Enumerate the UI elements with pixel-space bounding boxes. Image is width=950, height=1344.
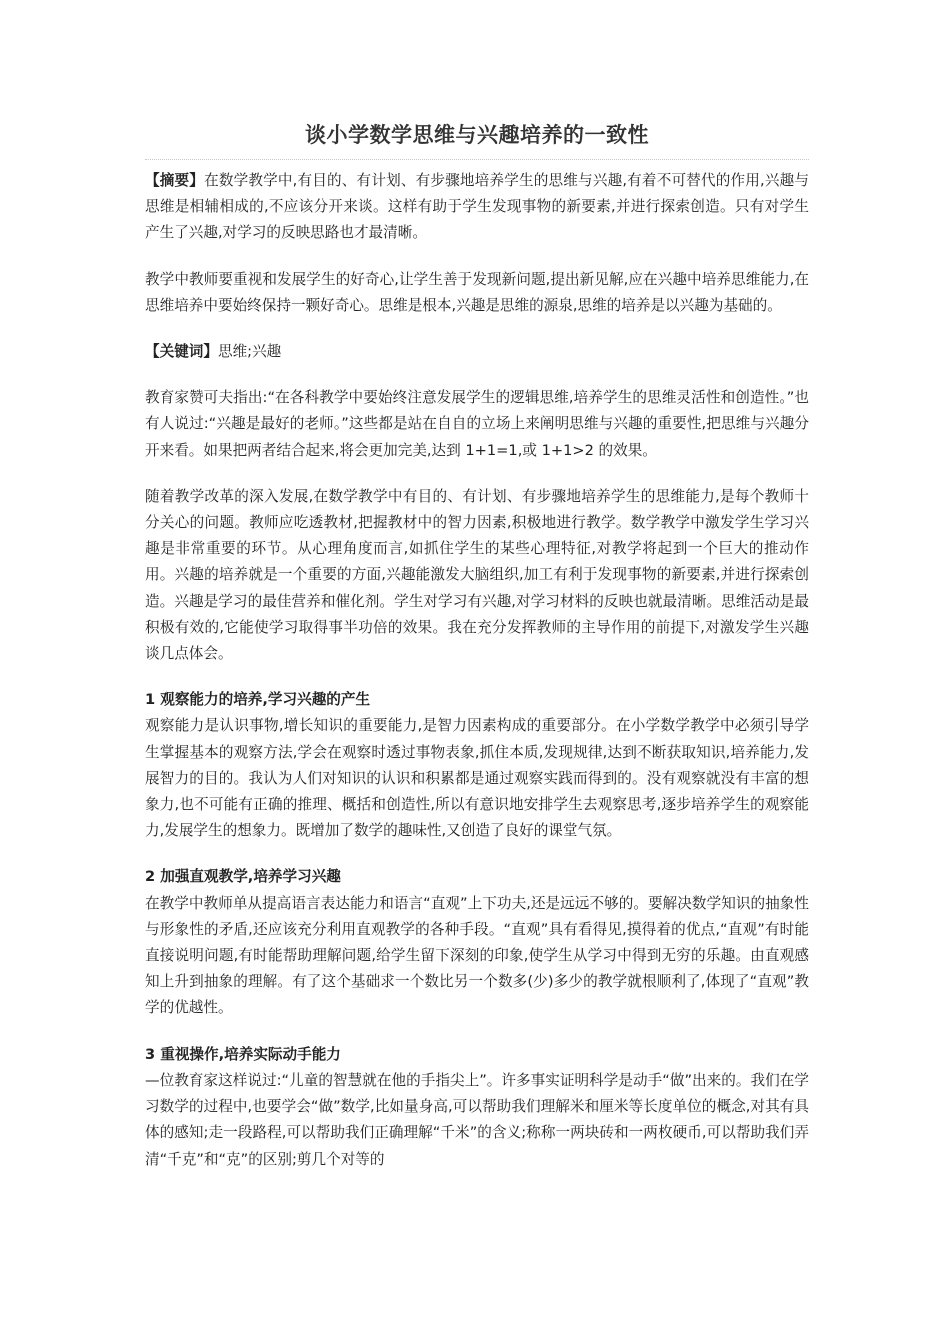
section-3 <box>145 1042 809 1173</box>
intro-paragraph: 教学中教师要重视和发展学生的好奇心,让学生善于发现新问题,提出新见解,应在兴趣中培养思维能力,在思维培养中要始终保持一颗好奇心。思维是根本,兴趣是思维的源泉,思维的培养是以兴趣为基础的。 <box>145 270 809 314</box>
section-body: 在教学中教师单从提高语言表达能力和语言“直观”上下功夫,还是远远不够的。要解决数学知识的抽象性与形象性的矛盾,还应该充分利用直观教学的各种手段。“直观”具有看得见,摸得着的优点,“直观”有时能直接说明问题,有时能帮助理解问题,给学生留下深刻的印象,使学生从学习中得到无穷的乐趣。由直观感知上升到抽象的理解。有了这个基础求一个数比另一个数多(少)多少的教学就根顺利了,体现了“直观”教学的优越性。 <box>145 894 809 1017</box>
section-heading: 1 观察能力的培养,学习兴趣的产生 <box>145 691 371 709</box>
document-page <box>145 118 809 1173</box>
abstract-label: 【摘要】 <box>145 172 205 189</box>
section-body: 观察能力是认识事物,增长知识的重要能力,是智力因素构成的重要部分。在小学数学教学中必须引导学生掌握基本的观察方法,学会在观察时透过事物表象,抓住本质,发现规律,达到不断获取知识,培养能力,发展智力的目的。我认为人们对知识的认识和积累都是通过观察实践而得到的。没有观察就没有丰富的想象力,也不可能有正确的推理、概括和创造性,所以有意识地安排学生去观察思考,逐步培养学生的观察能力,发展学生的想象力。既增加了数学的趣味性,又创造了良好的课堂气氛。 <box>145 717 809 840</box>
section-1 <box>145 687 809 844</box>
abstract-paragraph <box>145 168 809 247</box>
title-divider <box>145 159 809 160</box>
quote-paragraph: 教育家赞可夫指出:“在各科教学中要始终注意发展学生的逻辑思维,培养学生的思维灵活性和创造性。”也有人说过:“兴趣是最好的老师。”这些都是站在自自的立场上来阐明思维与兴趣的重要性,把思维与兴趣分开来看。如果把两者结合起来,将会更加完美,达到 1+1=1,或 1+1>2 的效果。 <box>145 389 809 459</box>
section-2 <box>145 864 809 1021</box>
reform-paragraph: 随着教学改革的深入发展,在数学教学中有目的、有计划、有步骤地培养学生的思维能力,是每个教师十分关心的问题。教师应吃透教材,把握教材中的智力因素,积极地进行教学。数学教学中激发学生学习兴趣是非常重要的环节。从心理角度而言,如抓住学生的某些心理特征,对教学将起到一个巨大的推动作用。兴趣的培养就是一个重要的方面,兴趣能激发大脑组织,加工有利于发现事物的新要素,并进行探索创造。兴趣是学习的最佳营养和催化剂。学生对学习有兴趣,对学习材料的反映也就最清晰。思维活动是最积极有效的,它能使学习取得事半功倍的效果。我在充分发挥教师的主导作用的前提下,对激发学生兴趣谈几点体会。 <box>145 487 809 663</box>
abstract-text: 在数学教学中,有目的、有计划、有步骤地培养学生的思维与兴趣,有着不可替代的作用,兴趣与思维是相辅相成的,不应该分开来谈。这样有助于学生发现事物的新要素,并进行探索创造。只有对学生产生了兴趣,对学习的反映思路也才最清晰。 <box>145 172 809 242</box>
section-heading: 2 加强直观教学,培养学习兴趣 <box>145 868 341 886</box>
section-body: —位教育家这样说过:“儿童的智慧就在他的手指尖上”。许多事实证明科学是动手“做”出来的。我们在学习数学的过程中,也要学会“做”数学,比如量身高,可以帮助我们理解米和厘米等长度单位的概念,对其有具体的感知;走一段路程,可以帮助我们正确理解“千米”的含义;称称一两块砖和一两枚硬币,可以帮助我们弄清“千克”和“克”的区别;剪几个对等的 <box>145 1071 809 1168</box>
keywords-paragraph <box>145 339 809 365</box>
section-heading: 3 重视操作,培养实际动手能力 <box>145 1045 341 1063</box>
page-title: 谈小学数学思维与兴趣培养的一致性 <box>305 123 649 147</box>
keywords-text: 思维;兴趣 <box>217 343 282 361</box>
keywords-label: 【关键词】 <box>145 343 218 361</box>
